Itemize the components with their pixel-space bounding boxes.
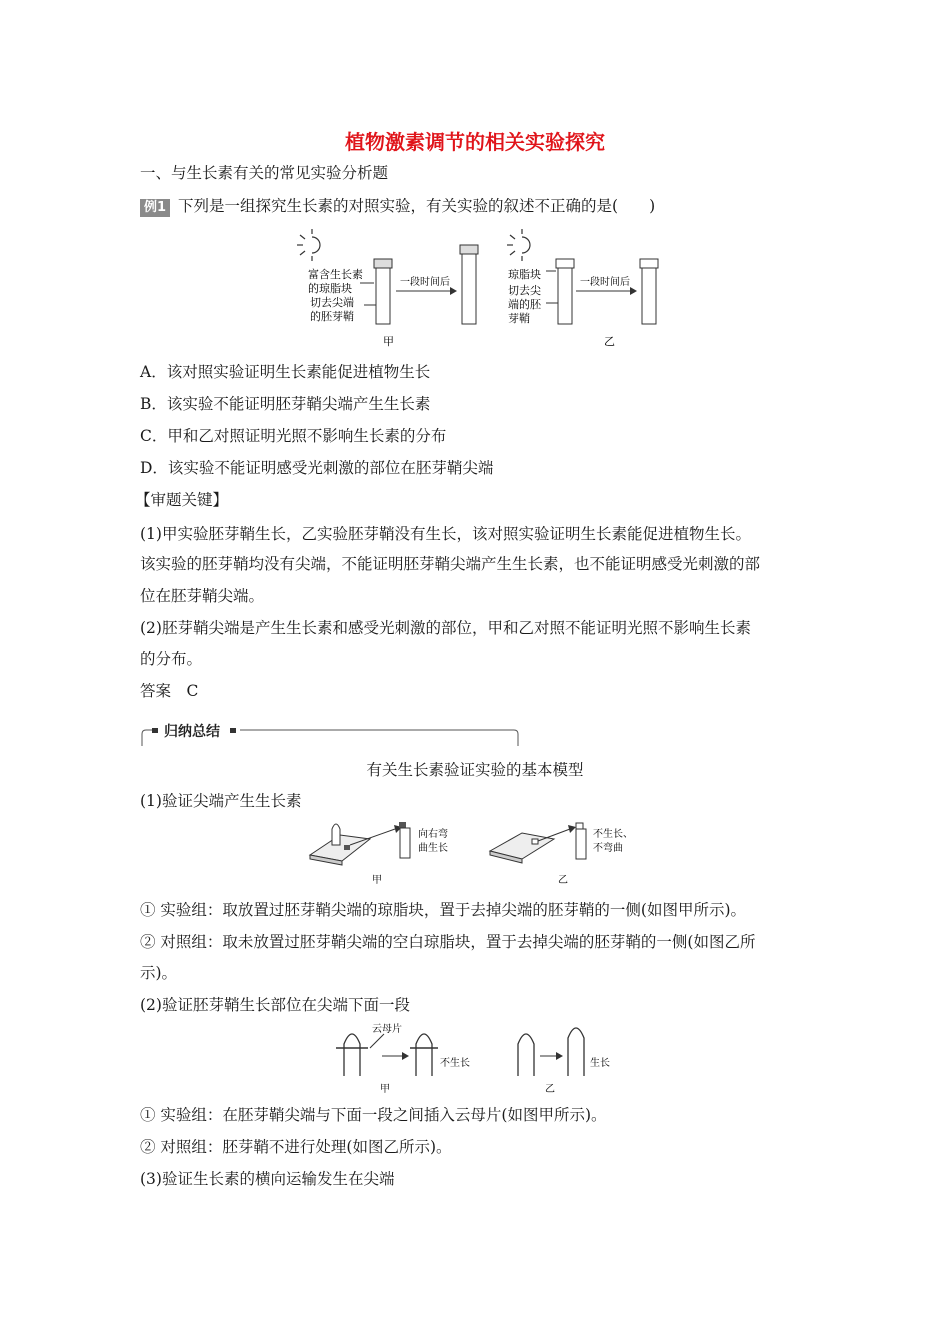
- option-c: C．甲和乙对照证明光照不影响生长素的分布: [140, 427, 447, 445]
- analysis-line: 位在胚芽鞘尖端。: [140, 587, 265, 605]
- figure-1-coleoptile-experiment: [290, 225, 670, 353]
- fig1-jia-caption: 甲: [383, 335, 394, 348]
- option-d: D．该实验不能证明感受光刺激的部位在胚芽鞘尖端: [140, 459, 494, 477]
- fig3-yi-caption: 乙: [545, 1084, 555, 1095]
- analysis-heading: 【审题关键】: [135, 491, 229, 509]
- square-icon: [230, 728, 236, 733]
- coleoptile-stem: [376, 268, 390, 324]
- arrow-icon: [450, 287, 457, 295]
- decapitated-coleoptile: [400, 828, 410, 858]
- analysis-line: 的分布。: [140, 650, 203, 668]
- fig1-arrow-text-2: 一段时间后: [580, 277, 630, 288]
- fig2-jia-text2: 曲生长: [418, 843, 448, 854]
- plain-agar-block: [556, 259, 574, 268]
- agar-block-with-auxin-after: [460, 245, 478, 254]
- part2-line: ① 实验组：在胚芽鞘尖端与下面一段之间插入云母片(如图甲所示)。: [140, 1106, 607, 1124]
- question-text: 下列是一组探究生长素的对照实验，有关实验的叙述不正确的是( ): [178, 197, 656, 215]
- summary-section-bar: [140, 722, 520, 748]
- fig2-jia-text1: 向右弯: [418, 829, 448, 840]
- fig1-jia-label2: 的琼脂块: [308, 282, 352, 295]
- part2-heading: (2)验证胚芽鞘生长部位在尖端下面一段: [140, 996, 410, 1014]
- figure-3-growth-region: [330, 1018, 630, 1096]
- fig2-yi-text2: 不弯曲: [593, 843, 623, 854]
- fig3-jia-text: 不生长: [440, 1058, 470, 1069]
- option-b: B．该实验不能证明胚芽鞘尖端产生生长素: [140, 395, 431, 413]
- fig1-yi-label2: 切去尖: [508, 284, 541, 297]
- coleoptile-intact: [518, 1034, 534, 1076]
- part1-line: ② 对照组：取未放置过胚芽鞘尖端的空白琼脂块，置于去掉尖端的胚芽鞘的一侧(如图乙所: [140, 933, 756, 951]
- square-icon: [152, 728, 158, 733]
- part1-heading: (1)验证尖端产生生长素: [140, 792, 302, 810]
- fig2-jia-caption: 甲: [372, 875, 382, 886]
- fig1-yi-label3: 端的胚: [508, 298, 541, 311]
- analysis-line: (2)胚芽鞘尖端是产生生长素和感受光刺激的部位，甲和乙对照不能证明光照不影响生长素: [140, 619, 751, 637]
- arrow-icon: [568, 825, 576, 833]
- part2-line: ② 对照组：胚芽鞘不进行处理(如图乙所示)。: [140, 1138, 452, 1156]
- analysis-line: 该实验的胚芽鞘均没有尖端，不能证明胚芽鞘尖端产生生长素，也不能证明感受光刺激的部: [140, 555, 761, 573]
- light-source-icon: [297, 229, 320, 261]
- fig1-yi-label4: 芽鞘: [508, 312, 530, 325]
- fig2-yi-caption: 乙: [558, 875, 568, 886]
- summary-label: 归纳总结: [164, 724, 220, 740]
- example-badge: 例1: [140, 199, 170, 217]
- coleoptile-grown: [568, 1028, 584, 1076]
- coleoptile-stem-not-grown: [642, 268, 656, 324]
- agar-block-with-auxin: [374, 259, 392, 268]
- coleoptile-with-mica: [344, 1034, 360, 1076]
- page-title: 植物激素调节的相关实验探究: [345, 130, 605, 154]
- example-question: [140, 196, 655, 217]
- coleoptile-no-growth: [416, 1034, 432, 1076]
- arrow-icon: [630, 287, 637, 295]
- option-a: A．该对照实验证明生长素能促进植物生长: [140, 363, 431, 381]
- coleoptile-stem: [558, 268, 572, 324]
- section-heading: 一、与生长素有关的常见实验分析题: [140, 164, 389, 182]
- answer: 答案 C: [140, 682, 199, 700]
- part1-line: 示)。: [140, 964, 178, 982]
- light-source-icon: [507, 229, 530, 261]
- fig3-jia-caption: 甲: [380, 1084, 390, 1095]
- fig3-mica-label: 云母片: [372, 1024, 402, 1035]
- fig1-arrow-text: 一段时间后: [400, 277, 450, 288]
- fig3-yi-text: 生长: [590, 1058, 610, 1069]
- arrow-icon: [402, 1052, 409, 1060]
- decapitated-coleoptile: [576, 829, 586, 859]
- figure-2-tip-produces-auxin: [300, 815, 670, 890]
- fig1-jia-label4: 的胚芽鞘: [310, 310, 354, 323]
- fig1-jia-label1: 富含生长素: [308, 268, 363, 281]
- fig2-yi-text1: 不生长、: [593, 829, 633, 840]
- part3-heading: (3)验证生长素的横向运输发生在尖端: [140, 1170, 395, 1188]
- small-agar: [399, 822, 406, 828]
- fig1-yi-label1: 琼脂块: [508, 268, 541, 281]
- analysis-line: (1)甲实验胚芽鞘生长，乙实验胚芽鞘没有生长，该对照实验证明生长素能促进植物生长。: [140, 525, 751, 543]
- arrow-icon: [556, 1052, 563, 1060]
- coleoptile-tip: [332, 824, 340, 845]
- small-plain-agar: [576, 823, 583, 829]
- coleoptile-stem-grown: [462, 254, 476, 324]
- plain-agar-block-after: [640, 259, 658, 268]
- fig1-jia-label3: 切去尖端: [310, 296, 354, 309]
- model-title: 有关生长素验证实验的基本模型: [366, 761, 584, 779]
- part1-line: ① 实验组：取放置过胚芽鞘尖端的琼脂块，置于去掉尖端的胚芽鞘的一侧(如图甲所示)。: [140, 901, 747, 919]
- fig1-yi-caption: 乙: [604, 335, 615, 348]
